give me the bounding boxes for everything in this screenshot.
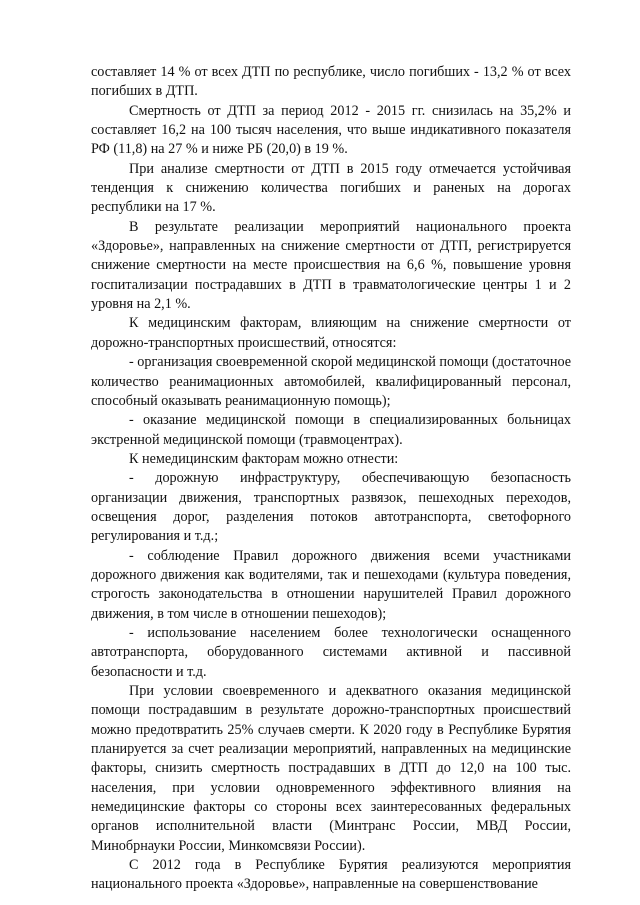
document-body [91, 63, 571, 895]
list-item-emergency-care: - организация своевременной скорой медицинской помощи (достаточное количество реанимационных автомобилей, квалифицированный персонал, способный оказывать реанимационную помощь); [91, 354, 572, 409]
paragraph-nonmedical-factors-intro: К немедицинским факторам можно отнести: [129, 450, 399, 467]
paragraph-mortality-trend: Смертность от ДТП за период 2012 - 2015 гг. снизилась на 35,2% и составляет 16,2 на 100 тысяч населения, что выше индикативного показателя РФ (11,8) на 27 % и ниже РБ (20,0) в 19 %. [91, 102, 571, 158]
paragraph-since-2012: С 2012 года в Республике Бурятия реализуются мероприятия национального проекта «Здоровье», направленные на совершенствование [91, 857, 571, 893]
paragraph-2020-goals: При условии своевременного и адекватного оказания медицинской помощи пострадавшим в результате дорожно-транспортных происшествий можно предотвратить 25% случаев смерти. К 2020 году в Республике Бурятия планируется за счет реализации мероприятий, направленных на медицинские факторы, снизить смертность пострадавших в ДТП до 12,0 на 100 тыс. населения, при условии одновременного эффективного влияния на немедицинские факторы со стороны всех заинтересованных федеральных органов исполнительной власти (Минтранс России, МВД России, Минобрнауки России, Минкомсвязи России). [91, 683, 571, 854]
list-item-vehicle-safety: - использование населением более технологически оснащенного автотранспорта, оборудованного системами активной и пассивной безопасности и т.д. [91, 624, 571, 680]
list-item-trauma-centers: - оказание медицинской помощи в специализированных больницах экстренной медицинской помощи (травмоцентрах). [91, 412, 571, 448]
list-item-traffic-rules: - соблюдение Правил дорожного движения всеми участниками дорожного движения как водителями, так и пешеходами (культура поведения, строгость законодательства в отношении нарушителей Правил дорожного движения, в том числе в отношении пешеходов); [91, 547, 571, 622]
paragraph-national-project-results: В результате реализации мероприятий национального проекта «Здоровье», направленных на снижение смертности от ДТП, регистрируется снижение смертности на месте происшествия на 6,6 %, повышение уровня госпитализации пострадавших в ДТП в травматологические центры 1 и 2 уровня на 2,1 %. [91, 218, 571, 313]
list-item-road-infrastructure: - дорожную инфраструктуру, обеспечивающую безопасность организации движения, транспортных развязок, пешеходных переходов, освещения дорог, разделения потоков автотранспорта, светофорного регулирования и т.д.; [91, 470, 571, 545]
paragraph-medical-factors-intro: К медицинским факторам, влияющим на снижение смертности от дорожно-транспортных происшествий, относятся: [91, 315, 571, 351]
paragraph-2015-analysis: При анализе смертности от ДТП в 2015 году отмечается устойчивая тенденция к снижению количества погибших и раненых на дорогах республики на 17 %. [91, 160, 571, 216]
paragraph-continuation: составляет 14 % от всех ДТП по республике, число погибших - 13,2 % от всех погибших в ДТП. [91, 64, 571, 100]
